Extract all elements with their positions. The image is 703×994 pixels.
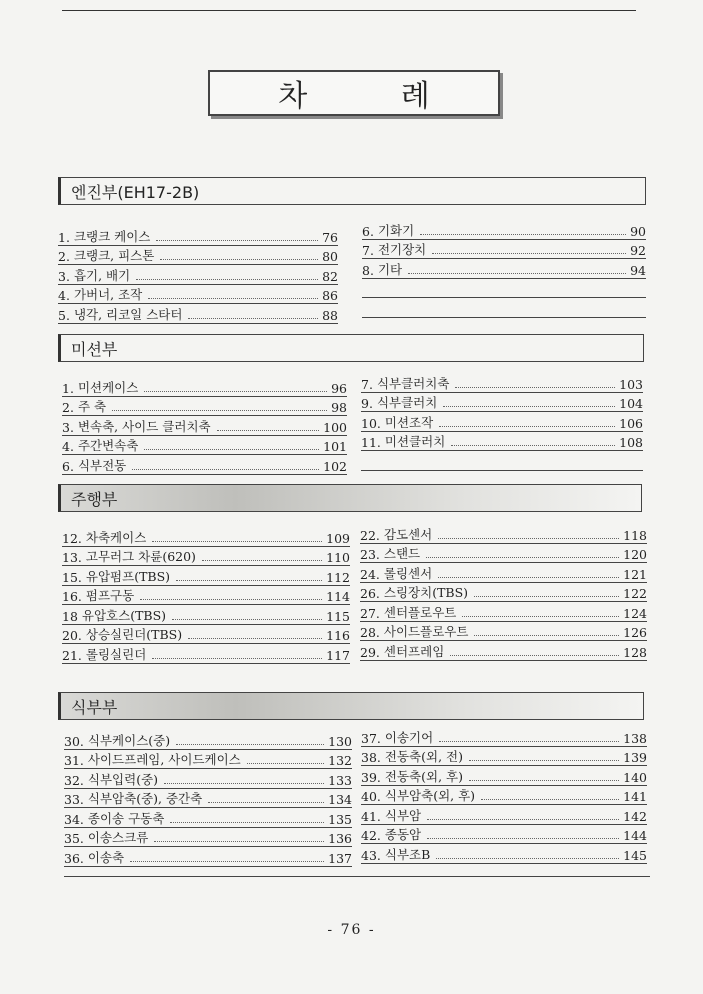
entry-number: 12. (62, 530, 82, 546)
toc-entry (58, 285, 338, 305)
toc-entry (362, 240, 646, 260)
entry-number: 1. (58, 229, 70, 245)
entry-title: 식부암 (384, 807, 422, 823)
dot-leader (202, 560, 322, 561)
dot-leader (176, 744, 324, 745)
driving-right-column (360, 524, 647, 661)
entry-page: 142 (623, 808, 647, 824)
entry-title: 주간변속축 (77, 438, 139, 453)
dot-leader (451, 445, 615, 446)
entry-page: 92 (630, 243, 646, 258)
dot-leader (439, 426, 615, 427)
entry-page: 116 (326, 628, 350, 643)
entry-page: 82 (322, 268, 338, 284)
page-title: 차 례 (208, 70, 500, 116)
dot-leader (443, 406, 615, 407)
entry-title: 식부암축(외, 후) (384, 788, 476, 803)
toc-entry (64, 769, 352, 789)
dot-leader (112, 410, 327, 411)
dot-leader (148, 298, 318, 299)
dot-leader (474, 596, 619, 597)
dot-leader (462, 616, 619, 617)
entry-page: 136 (328, 831, 352, 846)
toc-entry (360, 563, 647, 583)
entry-title: 상승실린더(TBS) (85, 627, 183, 642)
toc-blank-line (361, 451, 643, 471)
toc-entry (360, 524, 647, 544)
entry-number: 7. (362, 243, 374, 258)
dot-leader (152, 541, 322, 542)
dot-leader (152, 658, 322, 659)
entry-page: 80 (322, 249, 338, 264)
entry-title: 식부암축(중), 중간축 (87, 791, 203, 806)
entry-page: 133 (328, 772, 352, 788)
mission-left-column (62, 377, 347, 475)
entry-number: 42. (361, 828, 381, 843)
entry-title: 스링장치(TBS) (383, 585, 469, 600)
entry-title: 미션클러치 (384, 434, 446, 449)
entry-number: 6. (362, 223, 374, 239)
entry-number: 2. (58, 249, 70, 264)
dot-leader (408, 273, 626, 274)
entry-number: 5. (58, 307, 70, 323)
entry-title: 식부조B (384, 846, 431, 862)
entry-number: 20. (62, 628, 82, 643)
entry-number: 2. (62, 400, 74, 415)
entry-number: 30. (64, 733, 84, 749)
dot-leader (469, 760, 619, 761)
entry-page: 108 (619, 435, 643, 450)
entry-number: 35. (64, 831, 84, 846)
toc-entry (361, 766, 647, 786)
toc-entry (62, 436, 347, 456)
dot-leader (132, 469, 319, 470)
entry-page: 94 (630, 262, 646, 278)
entry-title: 종동암 (384, 827, 422, 842)
entry-title: 유압펌프(TBS) (85, 568, 171, 584)
entry-number: 4. (58, 288, 70, 303)
entry-page: 122 (623, 586, 647, 601)
toc-entry (62, 547, 350, 567)
entry-page: 76 (322, 229, 338, 245)
entry-page: 109 (326, 530, 350, 546)
entry-title: 차축케이스 (85, 529, 147, 545)
dot-leader (176, 580, 322, 581)
dot-leader (481, 799, 619, 800)
toc-entry (360, 622, 647, 642)
toc-entry (360, 602, 647, 622)
entry-number: 22. (360, 527, 380, 543)
toc-entry (58, 304, 338, 324)
toc-entry (62, 377, 347, 397)
entry-title: 고무러그 차륜(620) (85, 549, 196, 564)
entry-number: 23. (360, 547, 380, 562)
mission-right-column (361, 373, 643, 471)
dot-leader (130, 861, 324, 862)
top-rule (62, 10, 636, 11)
dot-leader (154, 841, 324, 842)
toc-entry (361, 432, 643, 452)
section-heading-mission: 미션부 (58, 334, 644, 362)
entry-page: 106 (619, 415, 643, 431)
toc-entry (64, 750, 352, 770)
entry-number: 43. (361, 847, 381, 863)
entry-number: 40. (361, 789, 381, 804)
entry-page: 112 (326, 569, 350, 585)
section-heading-engine: 엔진부(EH17-2B) (58, 177, 646, 205)
entry-title: 변속축, 사이드 클러치축 (77, 418, 211, 434)
entry-number: 36. (64, 850, 84, 866)
entry-title: 유압호스(TBS) (81, 607, 167, 623)
toc-entry (62, 455, 347, 475)
page-number: - 76 - (327, 922, 376, 938)
entry-number: 34. (64, 811, 84, 827)
dot-leader (144, 449, 319, 450)
entry-page: 124 (623, 605, 647, 621)
toc-entry (62, 605, 350, 625)
entry-title: 기화기 (377, 222, 415, 238)
toc-blank-line (362, 298, 646, 318)
entry-number: 10. (361, 415, 381, 431)
entry-title: 롤링센서 (383, 565, 433, 581)
toc-entry (58, 265, 338, 285)
entry-page: 98 (331, 400, 347, 415)
entry-title: 이송축 (87, 849, 125, 865)
entry-number: 26. (360, 586, 380, 601)
entry-number: 11. (361, 435, 381, 450)
dot-leader (140, 599, 322, 600)
entry-number: 29. (360, 644, 380, 660)
toc-entry (361, 747, 647, 767)
entry-page: 102 (323, 458, 347, 474)
entry-page: 138 (623, 730, 647, 746)
toc-blank-line (362, 279, 646, 299)
entry-title: 미션조작 (384, 414, 434, 430)
dot-leader (156, 240, 318, 241)
bottom-rule (64, 876, 650, 877)
entry-title: 기타 (377, 261, 403, 277)
entry-page: 104 (619, 396, 643, 411)
dot-leader (136, 279, 318, 280)
dot-leader (247, 763, 324, 764)
entry-title: 가버너, 조작 (73, 287, 143, 302)
dot-leader (469, 780, 619, 781)
entry-number: 39. (361, 769, 381, 785)
entry-number: 15. (62, 569, 82, 585)
entry-page: 115 (326, 608, 350, 624)
section-heading-driving: 주행부 (58, 484, 642, 512)
entry-page: 114 (326, 589, 350, 604)
entry-page: 144 (623, 828, 647, 843)
entry-title: 롤링실린더 (85, 646, 147, 662)
dot-leader (160, 259, 318, 260)
entry-title: 이송기어 (384, 729, 434, 745)
entry-number: 13. (62, 550, 82, 565)
entry-title: 센터프레임 (383, 643, 445, 659)
engine-right-column (362, 220, 646, 318)
entry-number: 3. (62, 419, 74, 435)
entry-title: 미션케이스 (77, 379, 139, 395)
entry-title: 감도센서 (383, 526, 433, 542)
toc-entry (361, 805, 647, 825)
toc-entry (360, 583, 647, 603)
entry-number: 24. (360, 566, 380, 582)
entry-number: 33. (64, 792, 84, 807)
dot-leader (170, 822, 324, 823)
dot-leader (436, 858, 619, 859)
entry-number: 9. (361, 396, 373, 411)
entry-title: 식부케이스(중) (87, 732, 171, 748)
entry-page: 100 (323, 419, 347, 435)
toc-entry (360, 544, 647, 564)
entry-title: 전동축(외, 전) (384, 749, 463, 764)
dot-leader (188, 318, 318, 319)
dot-leader (144, 391, 327, 392)
entry-page: 101 (323, 439, 347, 454)
toc-entry (361, 727, 647, 747)
entry-page: 103 (619, 376, 643, 392)
entry-number: 8. (362, 262, 374, 278)
entry-page: 120 (623, 547, 647, 562)
toc-entry (58, 246, 338, 266)
entry-page: 121 (623, 566, 647, 582)
toc-entry (62, 586, 350, 606)
toc-entry (58, 226, 338, 246)
entry-number: 21. (62, 647, 82, 663)
entry-title: 흡기, 배기 (73, 267, 131, 283)
entry-page: 90 (630, 223, 646, 239)
dot-leader (420, 234, 626, 235)
toc-entry (64, 808, 352, 828)
entry-number: 28. (360, 625, 380, 640)
dot-leader (455, 387, 615, 388)
toc-entry (361, 412, 643, 432)
toc-entry (62, 566, 350, 586)
entry-page: 110 (326, 550, 350, 565)
toc-entry (362, 220, 646, 240)
dot-leader (208, 802, 324, 803)
dot-leader (438, 577, 619, 578)
entry-page: 132 (328, 753, 352, 768)
toc-entry (64, 789, 352, 809)
entry-page: 137 (328, 850, 352, 866)
entry-title: 전기장치 (377, 242, 427, 257)
entry-title: 펌프구동 (85, 588, 135, 603)
entry-number: 3. (58, 268, 70, 284)
driving-left-column (62, 527, 350, 664)
dot-leader (450, 655, 619, 656)
entry-title: 크랭크, 피스톤 (73, 248, 155, 263)
planting-left-column (64, 730, 352, 867)
entry-title: 식부클러치 (376, 395, 438, 410)
dot-leader (427, 838, 619, 839)
dot-leader (164, 783, 324, 784)
entry-number: 4. (62, 439, 74, 454)
dot-leader (426, 557, 619, 558)
entry-page: 86 (322, 288, 338, 303)
entry-title: 크랭크 케이스 (73, 228, 151, 244)
dot-leader (439, 741, 619, 742)
entry-number: 31. (64, 753, 84, 768)
toc-entry (361, 393, 643, 413)
toc-entry (361, 786, 647, 806)
toc-entry (62, 644, 350, 664)
entry-page: 141 (623, 789, 647, 804)
entry-number: 41. (361, 808, 381, 824)
entry-page: 118 (623, 527, 647, 543)
section-heading-planting: 식부부 (58, 692, 644, 720)
entry-title: 사이드플로우트 (383, 624, 469, 639)
entry-title: 냉각, 리코일 스타터 (73, 306, 183, 322)
toc-entry (62, 397, 347, 417)
toc-entry (64, 828, 352, 848)
entry-number: 37. (361, 730, 381, 746)
dot-leader (474, 635, 619, 636)
toc-entry (360, 641, 647, 661)
toc-entry (62, 527, 350, 547)
toc-entry (362, 259, 646, 279)
dot-leader (172, 619, 322, 620)
entry-page: 96 (331, 380, 347, 396)
toc-entry (361, 373, 643, 393)
dot-leader (427, 819, 619, 820)
toc-entry (62, 625, 350, 645)
entry-page: 145 (623, 847, 647, 863)
engine-left-column (58, 226, 338, 324)
entry-title: 사이드프레임, 사이드케이스 (87, 752, 241, 767)
entry-title: 식부클러치축 (376, 375, 450, 391)
entry-number: 32. (64, 772, 84, 788)
entry-title: 전동축(외, 후) (384, 768, 463, 784)
toc-entry (62, 416, 347, 436)
entry-number: 7. (361, 376, 373, 392)
dot-leader (188, 638, 322, 639)
entry-page: 128 (623, 644, 647, 660)
entry-page: 140 (623, 769, 647, 785)
entry-page: 117 (326, 647, 350, 663)
entry-title: 주 축 (77, 399, 107, 414)
toc-entry (361, 844, 647, 864)
entry-number: 38. (361, 750, 381, 765)
entry-page: 130 (328, 733, 352, 749)
dot-leader (438, 538, 619, 539)
dot-leader (432, 253, 626, 254)
entry-title: 이송스크류 (87, 830, 149, 845)
planting-right-column (361, 727, 647, 864)
entry-title: 식부입력(중) (87, 771, 159, 787)
dot-leader (217, 430, 320, 431)
toc-entry (64, 847, 352, 867)
entry-number: 27. (360, 605, 380, 621)
entry-page: 135 (328, 811, 352, 827)
entry-title: 센터플로우트 (383, 604, 457, 620)
entry-page: 134 (328, 792, 352, 807)
toc-entry (64, 730, 352, 750)
toc-entry (361, 825, 647, 845)
entry-number: 1. (62, 380, 74, 396)
entry-number: 18 (62, 608, 78, 624)
entry-page: 126 (623, 625, 647, 640)
entry-page: 139 (623, 750, 647, 765)
entry-number: 6. (62, 458, 74, 474)
entry-page: 88 (322, 307, 338, 323)
entry-title: 식부전동 (77, 457, 127, 473)
entry-title: 스탠드 (383, 546, 421, 561)
entry-number: 16. (62, 589, 82, 604)
entry-title: 종이송 구동축 (87, 810, 165, 826)
